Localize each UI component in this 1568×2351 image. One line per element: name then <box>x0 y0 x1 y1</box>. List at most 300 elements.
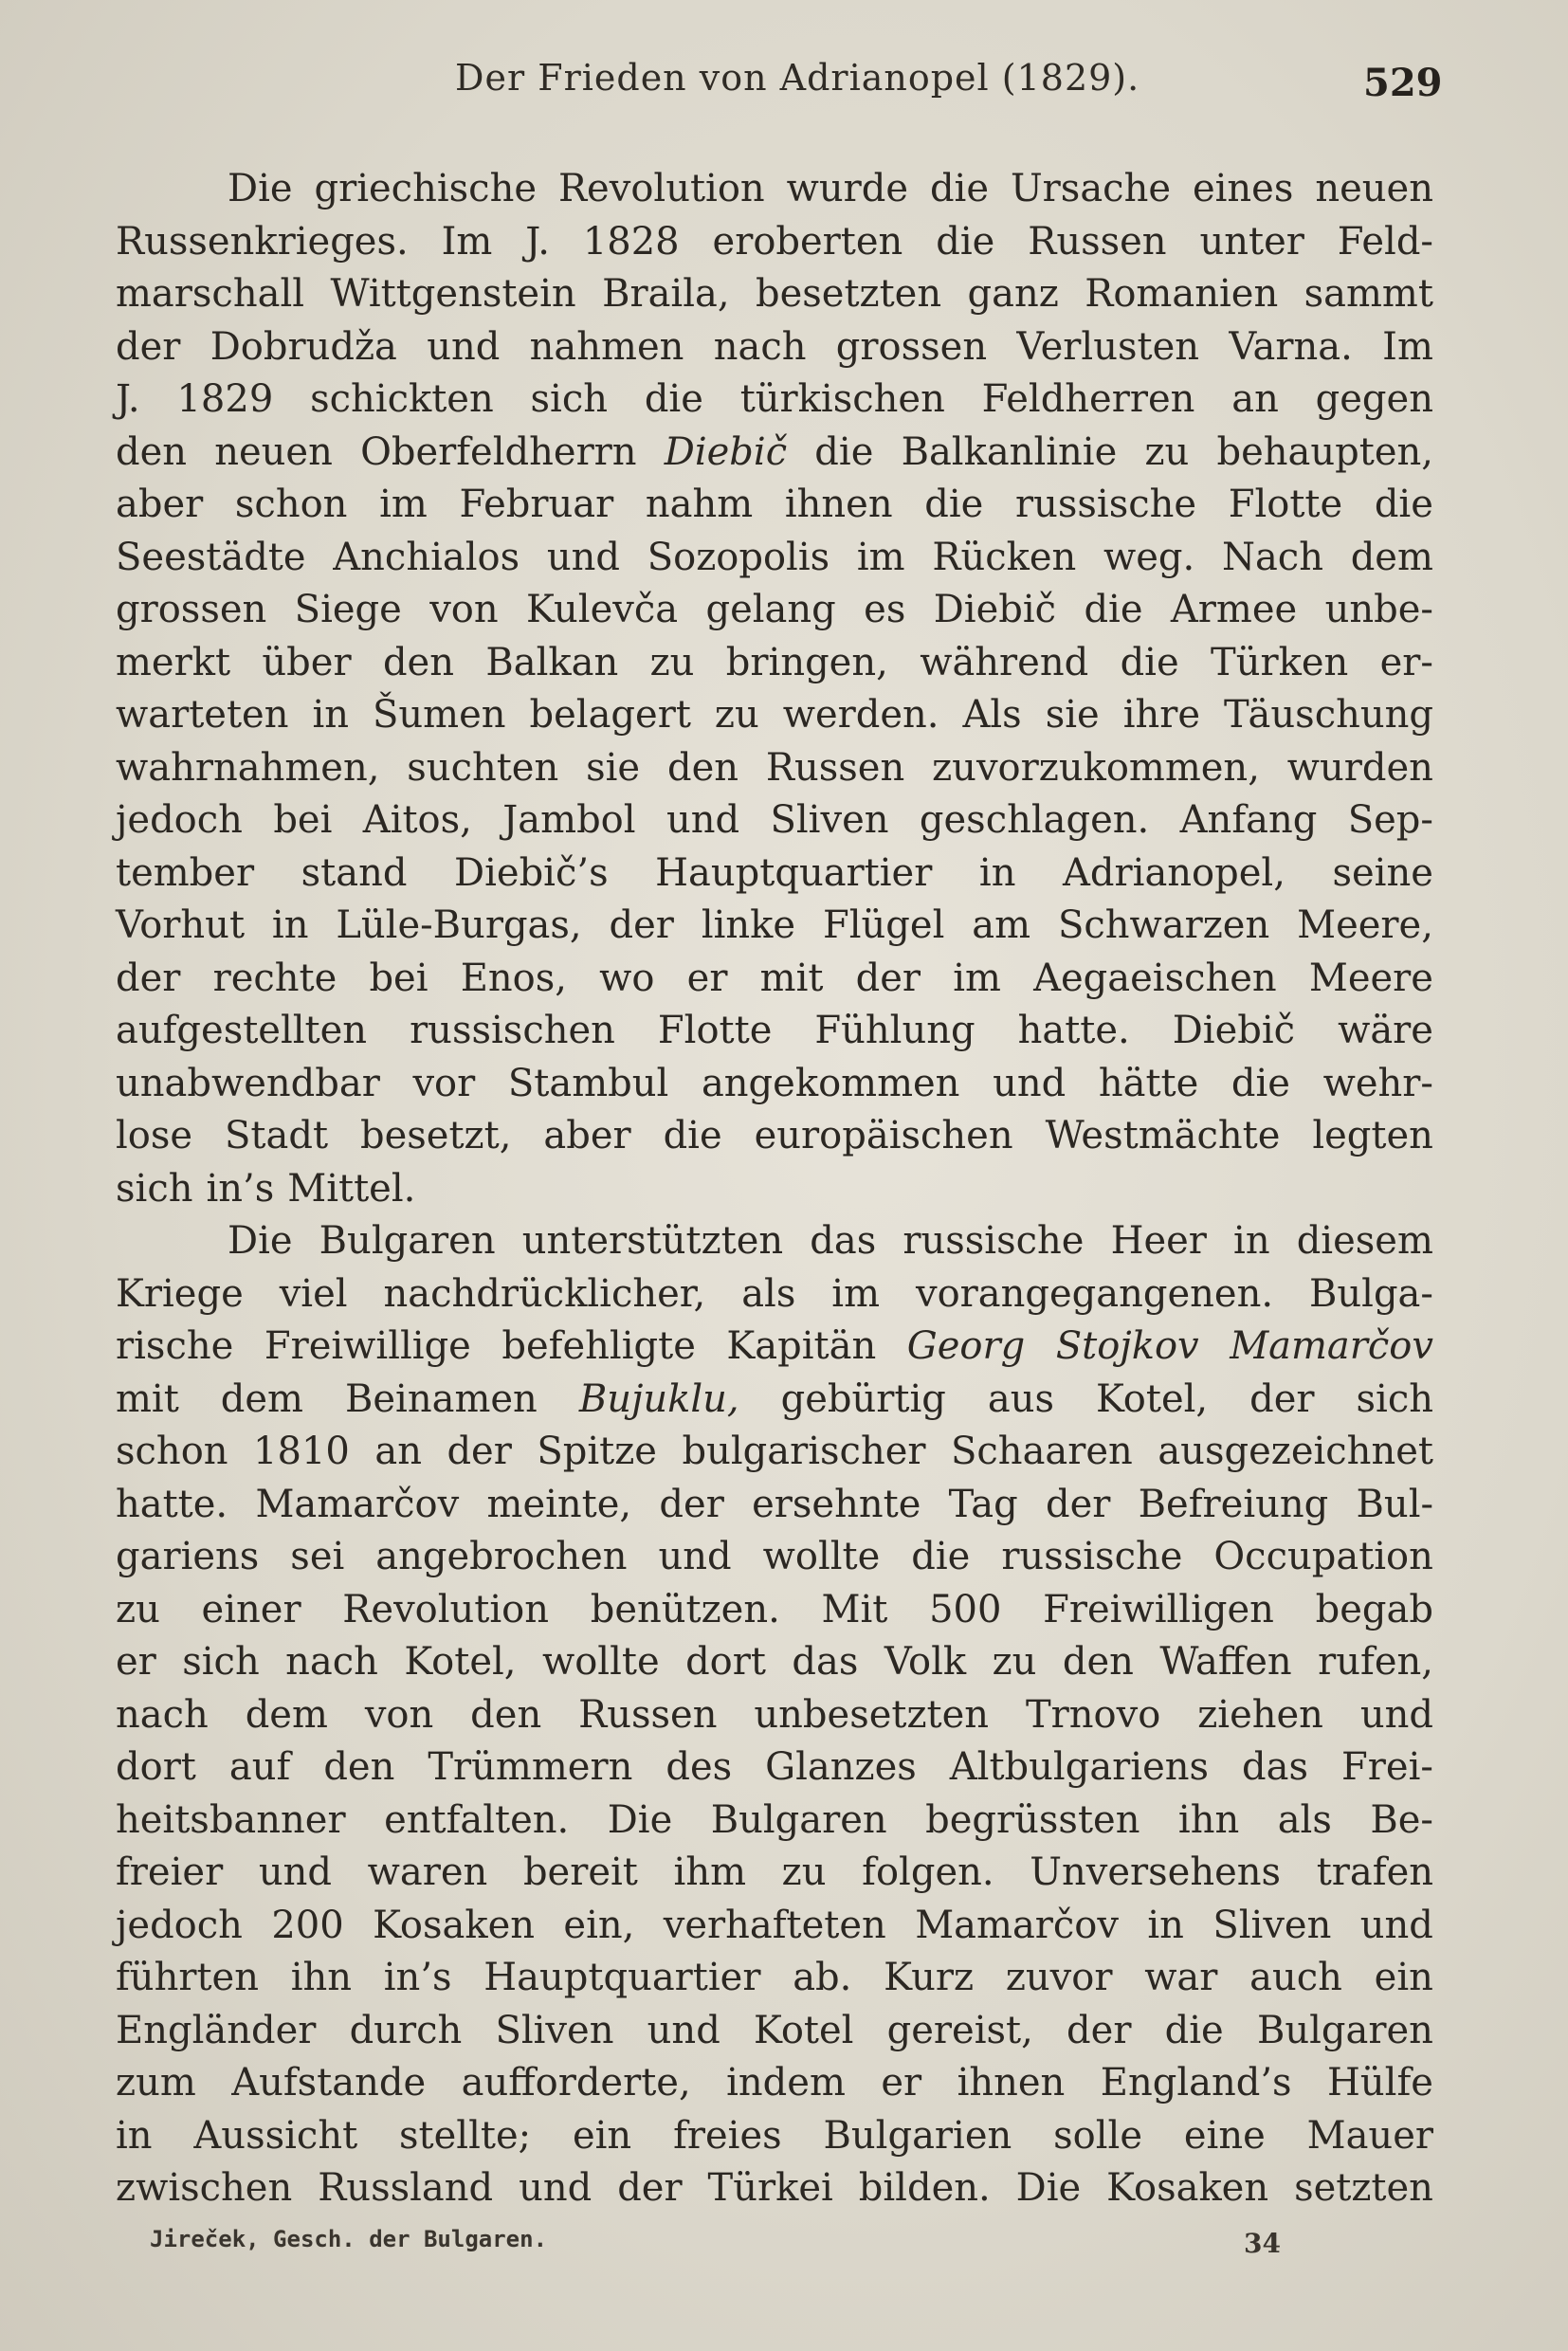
word: entfalten. <box>384 1797 570 1842</box>
text-line <box>116 1952 1433 2005</box>
word: er <box>881 2061 922 2105</box>
word: waren <box>367 1850 488 1894</box>
word: bulgarischer <box>682 1430 926 1473</box>
word: ab. <box>793 1956 852 1999</box>
word: benützen. <box>590 1587 780 1631</box>
word: Revolution <box>342 1587 550 1631</box>
word: ein <box>1374 1956 1433 1999</box>
word: er- <box>1379 640 1433 684</box>
word: ihn <box>1177 1797 1240 1842</box>
word: Glanzes <box>765 1745 917 1789</box>
word: Wittgenstein <box>330 272 576 316</box>
word: ausgezeichnet <box>1158 1430 1433 1473</box>
word: mit <box>759 956 824 1000</box>
word: Die <box>1015 2166 1082 2210</box>
word: Diebič’s <box>454 850 609 895</box>
word: aus <box>987 1376 1054 1421</box>
word: Verlusten <box>1016 324 1200 369</box>
word: griechische <box>314 167 537 210</box>
word: unbe- <box>1324 588 1433 631</box>
word: Frei- <box>1341 1745 1433 1789</box>
word: besetzten <box>755 272 942 316</box>
word: zu <box>714 693 759 737</box>
word: wurde <box>786 167 909 210</box>
word: zu <box>1144 429 1190 474</box>
word: ganz <box>967 272 1059 316</box>
word: gebürtig <box>780 1376 946 1421</box>
text-line <box>116 1584 1433 1637</box>
word: Die <box>228 167 293 210</box>
word: wollte <box>541 1640 660 1684</box>
word: bilden. <box>858 2166 991 2210</box>
word: Seestädte <box>116 535 306 579</box>
word: ein, <box>563 1903 635 1947</box>
word: heitsbanner <box>116 1797 346 1842</box>
word: 1829 <box>176 377 274 421</box>
word: schickten <box>310 377 494 421</box>
word: und <box>519 2166 593 2210</box>
word: Kotel, <box>1095 1376 1209 1421</box>
word: aber <box>543 1114 631 1157</box>
word: Diebič <box>933 588 1057 631</box>
word: sich <box>1356 1376 1433 1421</box>
word: Hülfe <box>1327 2061 1433 2105</box>
word: russische <box>1014 483 1197 526</box>
word: Sliven <box>770 798 889 842</box>
word: Varna. <box>1229 324 1353 369</box>
word: solle <box>1053 2113 1142 2158</box>
word: der <box>447 1430 512 1473</box>
word: Anfang <box>1179 798 1318 842</box>
word: Kosaken <box>1106 2166 1269 2210</box>
word: er <box>116 1640 156 1684</box>
word: zum <box>116 2061 196 2105</box>
word: türkischen <box>739 377 945 421</box>
word: er <box>686 956 728 1000</box>
text-line <box>116 268 1433 321</box>
word: führten <box>116 1956 259 1999</box>
word: Türken <box>1211 640 1349 684</box>
running-title: Der Frieden von Adrianopel (1829). <box>455 57 1140 99</box>
word: nachdrücklicher, <box>383 1271 706 1316</box>
word: das <box>792 1640 859 1684</box>
word: hätte <box>1098 1061 1199 1105</box>
text-line <box>116 163 1433 216</box>
word: dem <box>1350 535 1433 579</box>
word: zu <box>649 640 695 684</box>
word: Romanien <box>1085 272 1279 316</box>
word: zuvorzukommen, <box>932 745 1260 790</box>
word: merkt <box>116 640 231 684</box>
word: Bulgarien <box>823 2113 1012 2158</box>
word: Russen <box>765 745 905 790</box>
word: der <box>1045 1482 1111 1526</box>
word: sich <box>116 1166 193 1211</box>
word: in <box>116 2113 153 2158</box>
word: ersehnte <box>752 1482 921 1526</box>
word: Enos, <box>460 956 567 1000</box>
word: bei <box>273 798 333 842</box>
word: sich <box>530 377 609 421</box>
text-line <box>116 1374 1433 1427</box>
word: in <box>312 693 350 737</box>
word: vor <box>412 1061 476 1105</box>
text-line <box>116 689 1433 742</box>
word: und <box>647 2008 720 2052</box>
word: im <box>831 1271 881 1316</box>
word: Aitos, <box>362 798 472 842</box>
word: Sliven <box>495 2008 614 2052</box>
word: Russen <box>1028 219 1167 264</box>
word: Mit <box>821 1587 888 1631</box>
word: auf <box>228 1745 291 1789</box>
word: Spitze <box>537 1430 657 1473</box>
word: Siege <box>294 588 402 631</box>
word: einer <box>201 1587 301 1631</box>
word: Kapitän <box>726 1324 877 1368</box>
word: Balkan <box>485 640 619 684</box>
text-line <box>116 321 1433 374</box>
word: eine <box>1183 2113 1266 2158</box>
word: wo <box>599 956 655 1000</box>
text-line <box>116 532 1433 585</box>
word: den <box>323 1745 395 1789</box>
word: und <box>546 535 620 579</box>
text-line <box>116 953 1433 1006</box>
word: unter <box>1199 219 1304 264</box>
word: Meere <box>1308 956 1433 1000</box>
word: stand <box>301 850 408 895</box>
word: den <box>1062 1640 1134 1684</box>
word: grossen <box>835 324 988 369</box>
text-line <box>116 1163 1433 1216</box>
word: Trümmern <box>428 1745 633 1789</box>
text-line <box>116 1900 1433 1953</box>
word: in <box>1233 1219 1270 1263</box>
word: angebrochen <box>375 1535 628 1578</box>
word: indem <box>726 2061 846 2105</box>
word: aufgestellten <box>116 1009 368 1052</box>
word: begab <box>1315 1587 1433 1631</box>
word: Waffen <box>1159 1640 1292 1684</box>
word: und <box>658 1535 732 1578</box>
word: Kurz <box>884 1956 975 1999</box>
word: der <box>659 1482 724 1526</box>
word: die <box>936 219 995 264</box>
word: in <box>271 903 309 947</box>
word: die <box>1231 1061 1290 1105</box>
word: seine <box>1332 850 1433 895</box>
text-line <box>116 1795 1433 1848</box>
running-head <box>0 55 1568 112</box>
word: nahmen <box>529 324 684 369</box>
word: schon <box>234 483 348 526</box>
word: jedoch <box>116 798 243 842</box>
word: russische <box>903 1219 1085 1263</box>
word: durch <box>349 2008 463 2052</box>
word: sei <box>290 1535 345 1578</box>
word: Diebič <box>1172 1009 1296 1052</box>
word: linke <box>701 903 796 947</box>
word: Stambul <box>507 1061 669 1105</box>
word: J. <box>116 377 140 421</box>
word: gelang <box>705 588 836 631</box>
word: England’s <box>1100 2061 1292 2105</box>
word: hatte. <box>1017 1009 1130 1052</box>
word: Mauer <box>1306 2113 1433 2158</box>
text-line <box>116 427 1433 480</box>
word: geschlagen. <box>919 798 1150 842</box>
word: Stadt <box>225 1114 329 1157</box>
word: marschall <box>116 272 305 316</box>
word: der <box>1067 2008 1132 2052</box>
word: neuen <box>214 429 333 474</box>
word: ihnen <box>784 483 893 526</box>
word: belagert <box>529 693 691 737</box>
word: Armee <box>1170 588 1298 631</box>
word: die <box>1120 640 1179 684</box>
word: eines <box>1192 167 1294 210</box>
word: und <box>1359 1903 1433 1947</box>
word: wäre <box>1338 1009 1433 1052</box>
word: Nach <box>1221 535 1323 579</box>
word: Als <box>962 693 1022 737</box>
word: vorangegangenen. <box>915 1271 1274 1316</box>
text-line <box>116 1689 1433 1742</box>
word: Feld- <box>1337 219 1433 264</box>
word: aufforderte, <box>461 2061 691 2105</box>
word: die <box>644 377 703 421</box>
word: Georg <box>906 1324 1026 1368</box>
word: hatte. <box>116 1482 228 1526</box>
word: ziehen <box>1197 1692 1323 1737</box>
word: Befreiung <box>1138 1482 1329 1526</box>
word: Rücken <box>932 535 1077 579</box>
word: eroberten <box>712 219 903 264</box>
word: verhafteten <box>663 1903 886 1947</box>
word: Trnovo <box>1025 1692 1161 1737</box>
word: der <box>1249 1376 1315 1421</box>
word: die <box>924 483 984 526</box>
word: dem <box>220 1376 303 1421</box>
word: Fühlung <box>814 1009 975 1052</box>
word: Kriege <box>116 1271 244 1316</box>
text-line <box>116 794 1433 847</box>
word: der <box>116 324 181 369</box>
word: begrüssten <box>925 1797 1140 1842</box>
word: russischen <box>410 1009 615 1052</box>
word: rufen, <box>1318 1640 1433 1684</box>
word: dem <box>245 1692 328 1737</box>
word: 1828 <box>582 219 680 264</box>
word: Stojkov <box>1055 1324 1199 1368</box>
word: von <box>429 588 499 631</box>
word: und <box>427 324 501 369</box>
word: war <box>1144 1956 1218 1999</box>
word: Šumen <box>373 693 506 737</box>
text-line <box>116 2110 1433 2163</box>
word: meinte, <box>486 1482 632 1526</box>
word: gariens <box>116 1535 260 1578</box>
word: als <box>1277 1797 1332 1842</box>
word: der <box>609 903 674 947</box>
word: Russen <box>578 1692 718 1737</box>
word: Engländer <box>116 2008 317 2052</box>
word: Bulgaren <box>1256 2008 1433 2052</box>
word: Vorhut <box>116 903 246 947</box>
text-line <box>116 1426 1433 1479</box>
word: Schwarzen <box>1057 903 1270 947</box>
footer-author: Jireček, Gesch. der Bulgaren. <box>150 2226 548 2252</box>
word: Bulgaren <box>319 1219 496 1263</box>
word: Anchialos <box>333 535 520 579</box>
word: Revolution <box>557 167 765 210</box>
text-line <box>116 1847 1433 1900</box>
word: Occupation <box>1213 1535 1433 1578</box>
word: weg. <box>1103 535 1195 579</box>
word: Tag <box>948 1482 1018 1526</box>
word: als <box>741 1271 796 1316</box>
word: sie <box>586 745 641 790</box>
word: Bul- <box>1356 1482 1433 1526</box>
text-line <box>116 1479 1433 1532</box>
word: setzten <box>1294 2166 1433 2210</box>
word: Unversehens <box>1030 1850 1282 1894</box>
body-text <box>116 163 1433 2215</box>
word: Flotte <box>1228 483 1343 526</box>
word: in <box>978 850 1016 895</box>
word: Schaaren <box>951 1430 1133 1473</box>
word: die <box>814 429 874 474</box>
word: zwischen <box>116 2166 293 2210</box>
word: Lüle-Burgas, <box>336 903 582 947</box>
word: der <box>617 2166 683 2210</box>
word: freies <box>673 2113 782 2158</box>
word: die <box>663 1114 722 1157</box>
word: rechte <box>212 956 337 1000</box>
word: das <box>810 1219 877 1263</box>
word: Sliven <box>1212 1903 1332 1947</box>
text-line <box>116 1268 1433 1321</box>
word: im <box>953 956 1001 1000</box>
word: Kulevča <box>526 588 679 631</box>
word: im <box>379 483 428 526</box>
word: behaupten, <box>1216 429 1433 474</box>
word: Mamarčov <box>1230 1324 1433 1368</box>
text-line <box>116 1110 1433 1163</box>
word: europäischen <box>754 1114 1013 1157</box>
word: zu <box>992 1640 1037 1684</box>
word: dort <box>685 1640 766 1684</box>
word: unterstützten <box>521 1219 784 1263</box>
text-line <box>116 479 1433 532</box>
word: Sozopolis <box>647 535 830 579</box>
word: Flotte <box>657 1009 773 1052</box>
word: Aegaeischen <box>1033 956 1277 1000</box>
word: Bujuklu, <box>578 1376 739 1421</box>
word: tember <box>116 850 255 895</box>
word: der <box>855 956 921 1000</box>
word: die <box>929 167 990 210</box>
word: bei <box>369 956 428 1000</box>
word: in <box>1147 1903 1184 1947</box>
word: Oberfeldherrn <box>360 429 637 474</box>
word: Februar <box>459 483 614 526</box>
word: und <box>1359 1692 1433 1737</box>
word: zuvor <box>1005 1956 1113 1999</box>
word: Bulgaren <box>710 1797 887 1842</box>
word: Westmächte <box>1045 1114 1281 1157</box>
word: Flügel <box>822 903 945 947</box>
text-line <box>116 1636 1433 1689</box>
word: nach <box>285 1640 378 1684</box>
word: stellte; <box>399 2113 532 2158</box>
word: den <box>382 640 454 684</box>
word: sich <box>182 1640 260 1684</box>
word: wurden <box>1286 745 1433 790</box>
word: gegen <box>1315 377 1433 421</box>
word: lose <box>116 1114 193 1157</box>
word: viel <box>279 1271 348 1316</box>
word: Aussicht <box>193 2113 358 2158</box>
word: Aufstande <box>231 2061 427 2105</box>
word: die <box>911 1535 971 1578</box>
word: Mamarčov <box>255 1482 460 1526</box>
word: und <box>665 798 740 842</box>
word: legten <box>1312 1114 1433 1157</box>
word: Ursache <box>1010 167 1172 210</box>
word: 200 <box>271 1903 344 1947</box>
word: zu <box>116 1587 160 1631</box>
word: das <box>1242 1745 1309 1789</box>
word: Be- <box>1370 1797 1433 1842</box>
word: angekommen <box>701 1061 960 1105</box>
word: von <box>364 1692 434 1737</box>
word: Im <box>441 219 493 264</box>
text-line <box>116 1321 1433 1374</box>
word: Volk <box>884 1640 967 1684</box>
word: über <box>262 640 352 684</box>
word: sie <box>1045 693 1100 737</box>
word: Die <box>228 1219 293 1263</box>
word: suchten <box>407 745 559 790</box>
word: trafen <box>1316 1850 1433 1894</box>
word: Feldherren <box>981 377 1195 421</box>
text-line <box>116 1058 1433 1111</box>
word: Russland <box>318 2166 494 2210</box>
word: zu <box>781 1850 827 1894</box>
word: Türkei <box>707 2166 833 2210</box>
word: es <box>864 588 906 631</box>
word: Kotel <box>754 2008 854 2052</box>
word: bereit <box>522 1850 638 1894</box>
word: Im <box>1382 324 1433 369</box>
text-line <box>116 1215 1433 1268</box>
text-line <box>116 1531 1433 1584</box>
word: der <box>116 956 181 1000</box>
text-line <box>116 900 1433 953</box>
word: Täuschung <box>1224 693 1433 737</box>
word: befehligte <box>501 1324 696 1368</box>
word: Braila, <box>602 272 730 316</box>
word: ihnen <box>957 2061 1066 2105</box>
word: Hauptquartier <box>655 850 933 895</box>
word: Sep- <box>1347 798 1433 842</box>
word: die <box>1084 588 1143 631</box>
word: ihm <box>673 1850 747 1894</box>
word: Bulga- <box>1309 1271 1433 1316</box>
word: Kotel, <box>404 1640 517 1684</box>
